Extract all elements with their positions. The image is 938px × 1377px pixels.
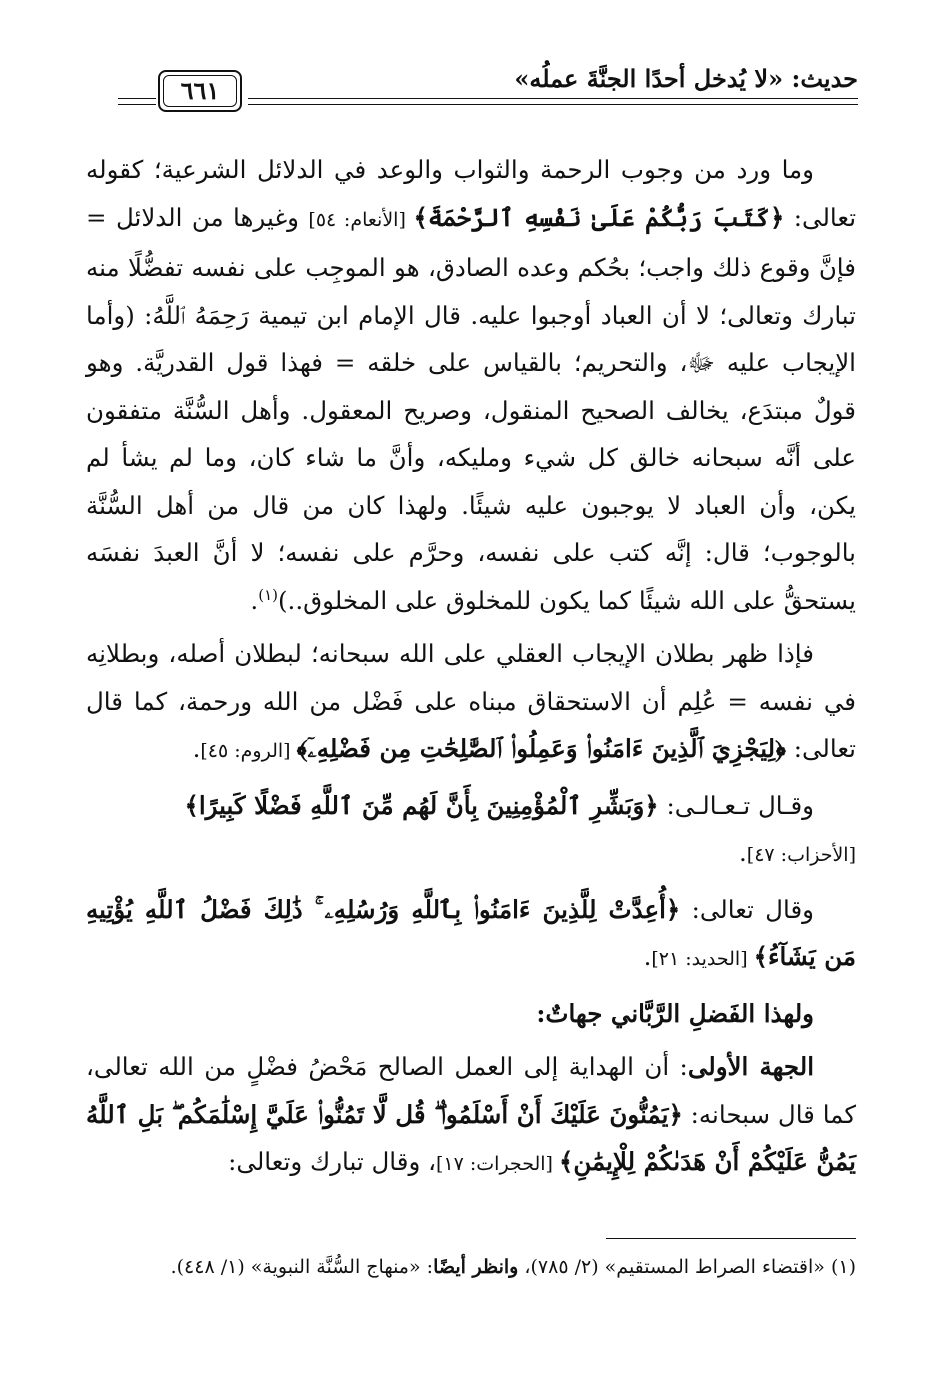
page-number-frame — [158, 70, 242, 112]
text: . — [738, 838, 747, 867]
page-header — [118, 50, 858, 120]
text: : أن الهداية إلى العمل الصالح مَحْضُ فضْلٍ من الله تعالى، كما قال سبحانه: — [86, 1052, 857, 1129]
footnote-marker[interactable]: (١) — [258, 585, 278, 604]
footnote-number: (١) — [830, 1256, 856, 1278]
quran-verse: ﴿أُعِدَّتْ لِلَّذِينَ ءَامَنُوا۟ بِٱللَّهِ وَرُسُلِهِۦ ۚ ذَٰلِكَ فَضْلُ ٱللَّهِ يُؤْتِيهِ مَن يَشَآءُ﴾ — [86, 894, 856, 971]
text: وقال تعالى: — [680, 894, 814, 924]
header-rule — [248, 98, 858, 99]
paragraph-4 — [86, 886, 856, 984]
text: وما ورد من وجوب الرحمة والثواب والوعد في الدلائل الشرعية؛ كقوله تعالى: — [86, 155, 857, 232]
header-rule — [118, 98, 156, 99]
text: . — [643, 942, 652, 971]
section-heading — [86, 990, 856, 1038]
text: وغيرها من الدلائل = فإنَّ وقوع ذلك واجب؛ بحُكم وعده الصادق، هو الموجِب على نفسه تفضُّلًا منه تبارك وتعالى؛ لا أن العباد أوجبوا عليه. قال الإمام ابن تيمية رَحِمَهُ ٱللَّهُ: (وأما الإيجاب عليه ﷻ، والتحريم؛ بالقياس على خلقه = فهذا قول القدريَّة. وهو قولٌ مبتدَع، يخالف الصحيح المنقول، وصريح المعقول. وأهل السُّنَّة متفقون على أنَّه سبحانه خالق كل شيء ومليكه، وأنَّ ما شاء كان، وما لم يشأ لم يكن، وأن العباد لا يوجبون عليه شيئًا. ولهذا كان من قال من أهل السُّنَّة بالوجوب؛ قال: إنَّه كتب على نفسه، وحرَّم على نفسه؛ لا أنَّ العبدَ نفسَه يستحقُّ على الله شيئًا كما يكون للمخلوق على المخلوق..) — [86, 202, 856, 615]
verse-reference: [الحديد: ٢١] — [651, 948, 754, 970]
point-label: الجهة الأولى — [687, 1052, 814, 1081]
footnote-separator — [606, 1238, 856, 1239]
header-rule — [248, 104, 858, 105]
main-text — [86, 146, 856, 1195]
paragraph-6 — [86, 1043, 856, 1189]
footnote-text: «اقتضاء الصراط المستقيم» (٢/ ٧٨٥)، — [518, 1256, 831, 1278]
verse-reference: [الأنعام: ٥٤] — [308, 208, 414, 231]
text: فإذا ظهر بطلان الإيجاب العقلي على الله سبحانه؛ لبطلان أصله، وبطلانِه في نفسه = عُلِم أن الاستحقاق مبناه على فَضْل من الله ورحمة، كما قال تعالى: — [86, 639, 856, 763]
footnote — [86, 1252, 856, 1282]
text: . — [192, 734, 201, 763]
footnote-bold: وانظر أيضًا — [433, 1256, 519, 1278]
quran-verse: ﴿وَبَشِّرِ ٱلْمُؤْمِنِينَ بِأَنَّ لَهُم مِّنَ ٱللَّهِ فَضْلًا كَبِيرًا﴾ — [184, 790, 659, 820]
text: ، وقال تبارك وتعالى: — [228, 1147, 436, 1176]
footnote-text: : «منهاج السُّنَّة النبوية» (١/ ٤٤٨). — [170, 1256, 434, 1278]
paragraph-1 — [86, 146, 856, 624]
quran-verse: ﴿كَتَبَ رَبُّكُمْ عَلَىٰ نَفْسِهِ ٱلرَّحْمَةَ﴾ — [413, 202, 785, 232]
page-number: ٦٦١ — [180, 76, 220, 105]
running-head: حديث: «لا يُدخل أحدًا الجنَّةَ عملُه» — [514, 64, 858, 93]
header-rule — [118, 104, 156, 105]
text: وقـال تـعـالـى: — [658, 790, 814, 820]
paragraph-2 — [86, 630, 856, 776]
verse-reference: [الحجرات: ١٧] — [436, 1153, 559, 1175]
verse-reference: [الروم: ٤٥] — [200, 740, 297, 762]
quran-verse: ﴿يَمُنُّونَ عَلَيْكَ أَنْ أَسْلَمُوا۟ ۖ قُل لَّا تَمُنُّوا۟ عَلَيَّ إِسْلَٰمَكُم ۖ بَلِ ٱللَّهُ يَمُنُّ عَلَيْكُمْ أَنْ هَدَىٰكُمْ لِلْإِيمَٰنِ﴾ — [86, 1099, 856, 1176]
verse-reference: [الأحزاب: ٤٧] — [746, 844, 856, 866]
heading-text: ولهذا الفَضلِ الرَّبَّاني جهاتٌ: — [536, 998, 814, 1028]
text: . — [250, 585, 259, 615]
paragraph-3 — [86, 782, 856, 880]
quran-verse: ﴿لِيَجْزِيَ ٱلَّذِينَ ءَامَنُوا۟ وَعَمِلُوا۟ ٱلصَّٰلِحَٰتِ مِن فَضْلِهِۦٓ﴾ — [296, 734, 786, 763]
